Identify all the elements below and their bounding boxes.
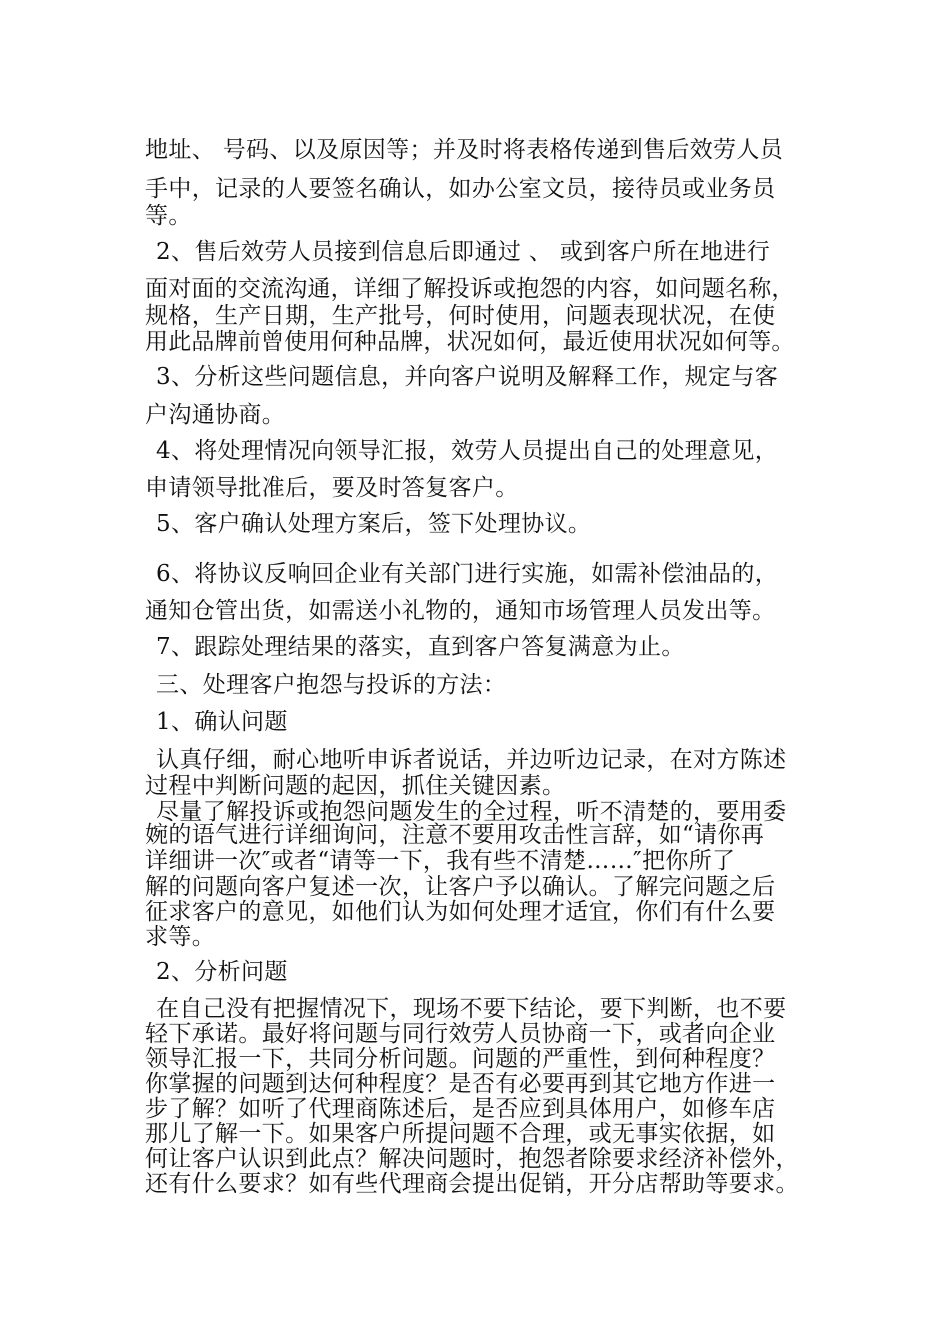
paragraph-line: 手中，记录的人要签名确认，如办公室文员，接待员或业务员 bbox=[145, 176, 776, 202]
paragraph-line: 在自己没有把握情况下，现场不要下结论，要下判断，也不要 bbox=[156, 996, 787, 1022]
paragraph-line: 详细讲一次″或者“请等一下，我有些不清楚……″把你所了 bbox=[145, 848, 736, 874]
paragraph-line: 地址、 号码、以及原因等；并及时将表格传递到售后效劳人员 bbox=[145, 137, 784, 163]
paragraph-line: 通知仓管出货，如需送小礼物的，通知市场管理人员发出等。 bbox=[145, 598, 776, 624]
paragraph-line: 6、将协议反响回企业有关部门进行实施，如需补偿油品的， bbox=[156, 561, 779, 587]
subsection-heading: 2、分析问题 bbox=[156, 959, 288, 985]
paragraph-line: 用此品牌前曾使用何种品牌，状况如何，最近使用状况如何等。 bbox=[145, 329, 795, 355]
paragraph-line: 3、分析这些问题信息，并向客户说明及解释工作，规定与客 bbox=[156, 364, 779, 390]
paragraph-line: 尽量了解投诉或抱怨问题发生的全过程，听不清楚的，要用委 bbox=[156, 799, 787, 825]
paragraph-line: 轻下承诺。最好将问题与同行效劳人员协商一下，或者向企业 bbox=[145, 1021, 776, 1047]
paragraph-line: 领导汇报一下，共同分析问题。问题的严重性，到何种程度？ bbox=[145, 1046, 776, 1072]
paragraph-line: 何让客户认识到此点？解决问题时，抱怨者除要求经济补偿外， bbox=[145, 1146, 799, 1172]
paragraph-line: 你掌握的问题到达何种程度？是否有必要再到其它地方作进一 bbox=[145, 1071, 776, 1097]
paragraph-line: 7、跟踪处理结果的落实，直到客户答复满意为止。 bbox=[156, 634, 685, 660]
paragraph-line: 征求客户的意见，如他们认为如何处理才适宜，你们有什么要 bbox=[145, 899, 776, 925]
paragraph-line: 等。 bbox=[145, 203, 192, 229]
paragraph-line: 面对面的交流沟通，详细了解投诉或抱怨的内容，如问题名称， bbox=[145, 276, 795, 302]
section-heading: 三、处理客户抱怨与投诉的方法： bbox=[156, 672, 507, 698]
paragraph-line: 2、售后效劳人员接到信息后即通过 、 或到客户所在地进行 bbox=[156, 239, 771, 265]
paragraph-line: 解的问题向客户复述一次，让客户予以确认。了解完问题之后 bbox=[145, 874, 776, 900]
paragraph-line: 申请领导批准后，要及时答复客户。 bbox=[145, 475, 519, 501]
paragraph-line: 户沟通协商。 bbox=[145, 402, 286, 428]
paragraph-line: 规格，生产日期，生产批号，何时使用，问题表现状况，在使 bbox=[145, 303, 776, 329]
paragraph-line: 步了解？如听了代理商陈述后，是否应到具体用户，如修车店 bbox=[145, 1096, 776, 1122]
paragraph-line: 认真仔细，耐心地听申诉者说话，并边听边记录，在对方陈述 bbox=[156, 747, 787, 773]
paragraph-line: 求等。 bbox=[145, 924, 216, 950]
paragraph-line: 过程中判断问题的起因，抓住关键因素。 bbox=[145, 773, 566, 799]
subsection-heading: 1、确认问题 bbox=[156, 709, 288, 735]
paragraph-line: 5、客户确认处理方案后，签下处理协议。 bbox=[156, 511, 592, 537]
paragraph-line: 4、将处理情况向领导汇报，效劳人员提出自己的处理意见， bbox=[156, 438, 779, 464]
paragraph-line: 那儿了解一下。如果客户所提问题不合理，或无事实依据，如 bbox=[145, 1121, 776, 1147]
paragraph-line: 还有什么要求？如有些代理商会提出促销，开分店帮助等要求。 bbox=[145, 1171, 799, 1197]
paragraph-line: 婉的语气进行详细询问，注意不要用攻击性言辞，如“请你再 bbox=[145, 822, 765, 848]
